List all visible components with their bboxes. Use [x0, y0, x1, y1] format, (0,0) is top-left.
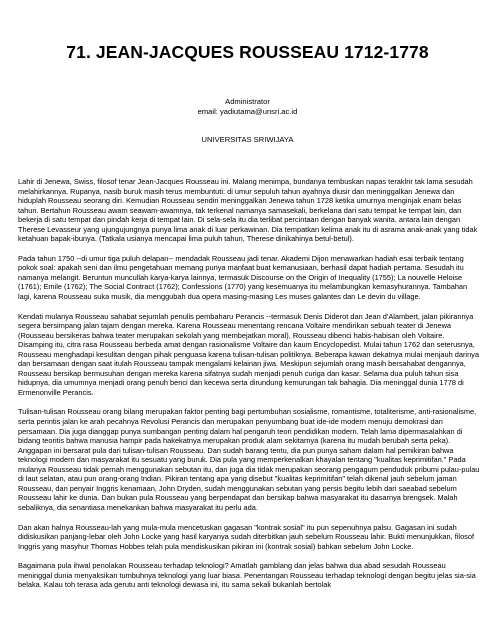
author-email: email: yadiutama@unsri.ac.id: [197, 106, 298, 116]
body-paragraph: Tulisan-tulisan Rousseau orang bilang merupakan faktor penting bagi pertumbuhan sosialisme, romantisme, totaliterisme, anti-rasionalisme, serta perintis jalan ke arah pecahnya Revolusi Perancis dan merupakan penyumbang buat ide-ide modern menuju demokrasi dan persamaan. Dia juga dianggap punya sumbangan penting dalam hal pengaruh teori pendidikan modern. Telah lama dipermasalahkan di bidang teoritis bahwa manusia hampir pada hakekatnya merupakan produk alam sekitarnya (karena itu mudah berubah serta peka). Anggapan ini bersarat pula dari tulisan-tulisan Rousseau. Dan sudah barang tentu, dia pun punya saham dalam hal pemikiran bahwa teknologi modern dan masyarakat itu sesuatu yang buruk. Dia pula yang memperkenalkan khayalan tentang "kualitas keprimitifan." Pada mulanya Rousseau tidak pernah menggunakan sebutan itu, dan juga dia tidak merupakan seorang pengagum penduduk pribumi pulau-pulau di laut selatan, atau pun orang-orang Indian. Pikiran tentang apa yang disebut "kualitas keprimitifan" telah dikenal jauh sebelum jaman Rousseau, dan penyair Inggris kenamaan, John Dryden, sudah menggunakan sebutan yang persis begitu lebih dari saeabad sebelum Rousseau lahir ke dunia. Dan bukan pula Rousseau yang berpendapat dan bersikap bahwa masyarakat itu dasarnya brengsek. Malah sebaliknya, dia senantiasa menekankan bahwa masyarakat itu perlu ada.: [18, 407, 480, 512]
author-name: Administrator: [225, 97, 270, 106]
document-title: 71. JEAN-JACQUES ROUSSEAU 1712-1778: [66, 42, 429, 62]
document-body: [18, 177, 480, 600]
body-paragraph: Kendati mulanya Rousseau sahabat sejumlah penulis pembaharu Perancis --termasuk Denis Diderot dan Jean d'Alambert, jalan pikirannya segera bersimpang jalan tajam dengan mereka. Karena Rousseau menentang rencana Voltaire mendirikan sebuah teater di Jenewa (Rousseau bersikeras bahwa teater merupakan sekolah yang membejatkan moral), Rousseau dibenci habis-habisan oleh Voltaire. Disamping itu, citra rasa Rousseau berbeda amat dengan rasionalisme Voltaire dan kaum Encyclopedist. Mulai tahun 1762 dan seterusnya, Rousseau menghadapi kesulitan dengan pihak penguasa karena tulisan-tulisan politiknya. Beberapa kawan dekatnya mulai menjauh darinya dan bersamaan dengan saat itulah Rousseau tampak mengalami kelainan jiwa. Meskipun sejumlah orang masih bersahabat dengannya, Rousseau bersikap bermusuhan dengan mereka karena sifatnya sudah menjadi penuh curiga dan kasar. Selama dua puluh tahun sisa hidupnya, dia umumnya menjadi orang penuh benci dan kecewa serta dirundung kemurungan tak bahagia. Dia meninggal dunia 1778 di Ermenonville Perancis.: [18, 311, 479, 397]
author-block: [0, 97, 495, 116]
body-paragraph: Dan akan halnya Rousseau-lah yang mula-mula mencetuskan gagasan "kontrak sosial" itu pun sepenuhnya palsu. Gagasan ini sudah didiskusikan panjang-lebar oleh John Locke yang hasil karyanya sudah diterbitkan jauh sebelum Rousseau lahir. Bukti menunjukkan, filosof Inggris yang masyhur Thomas Hobbes telah pula mendiskusikan pikiran ini (kontrak sosial) bahkan sebelum John Locke.: [18, 522, 475, 551]
body-paragraph: Bagaimana pula ihwal penolakan Rousseau terhadap teknologi? Amatlah gamblang dan jelas bahwa dua abad sesudah Rousseau meninggal dunia menyaksikan tumbuhnya teknologi yang luar biasa. Penentangan Rousseau terhadap teknologi dengan begitu jelas sia-sia belaka. Kalau toh terasa ada gerutu anti teknologi dewasa ini, itu sama sekali bukanlah bertolak: [18, 561, 476, 590]
institution-name: UNIVERSITAS SRIWIJAYA: [201, 135, 294, 144]
body-paragraph: Lahir di Jenewa, Swiss, filosof tenar Jean-Jacques Rousseau ini. Malang menimpa, bundanya tembuskan napas teraklrir tak lama sesudah melahirkannya. Rupanya, nasib buruk masih terus membuntuti: di umur sepuluh tahun ayahnya diusir dan meninggalkan Jenewa dan hiduplah Rousseau seorang diri. Kemudian Rousseau sendiri meninggalkan Jenewa tahun 1728 ketika umurnya menginjak enam belas tahun. Bertahun Rousseau awam seawam-awamnya, tak terkenal namanya samasekali, berkelana dari satu tempat ke tempat lain, dan bekerja di satu tempat dan pindah kerja di tempat lain. Di sela-sela itu dia terlibat percintaan dengan banyak wanita. antara lain dengan Therese Levasseur yang ujungujungnya punya lima anak di luar perkawinan. Dia tempatkan kelima anak itu di asrama anak-anak yang tidak ketahuan bapak-ibunya. (Tatkala usianya mencapai lima puluh tahun, Therese dinikahinya betul-betul).: [18, 177, 478, 244]
body-paragraph: Pada tahun 1750 --di umur tiga puluh delapan-- mendadak Rousseau jadi tenar. Akademi Dijon menawarkan hadiah esai terbaik tentang pokok soal: apakah seni dan ilmu pengetahuan memang punya manfaat buat kemanusiaan, berhasil dapat hadiah pertama. Sesudah itu namanya melangit. Beruntun muncullah karya-karya lainnya, termasuk Discourse on the Origin of Inequality (1755); La nouvelle Heloise (1761); Emile (1762); The Social Contract (1762); Confessions (1770) yang kesemuanya itu melambungkan kemasyhurannya. Tambahan lagi, karena Rousseau suka musik, dia menggubah dua opera masing-masing Les muses galantes dan Le devin du village.: [18, 253, 468, 302]
